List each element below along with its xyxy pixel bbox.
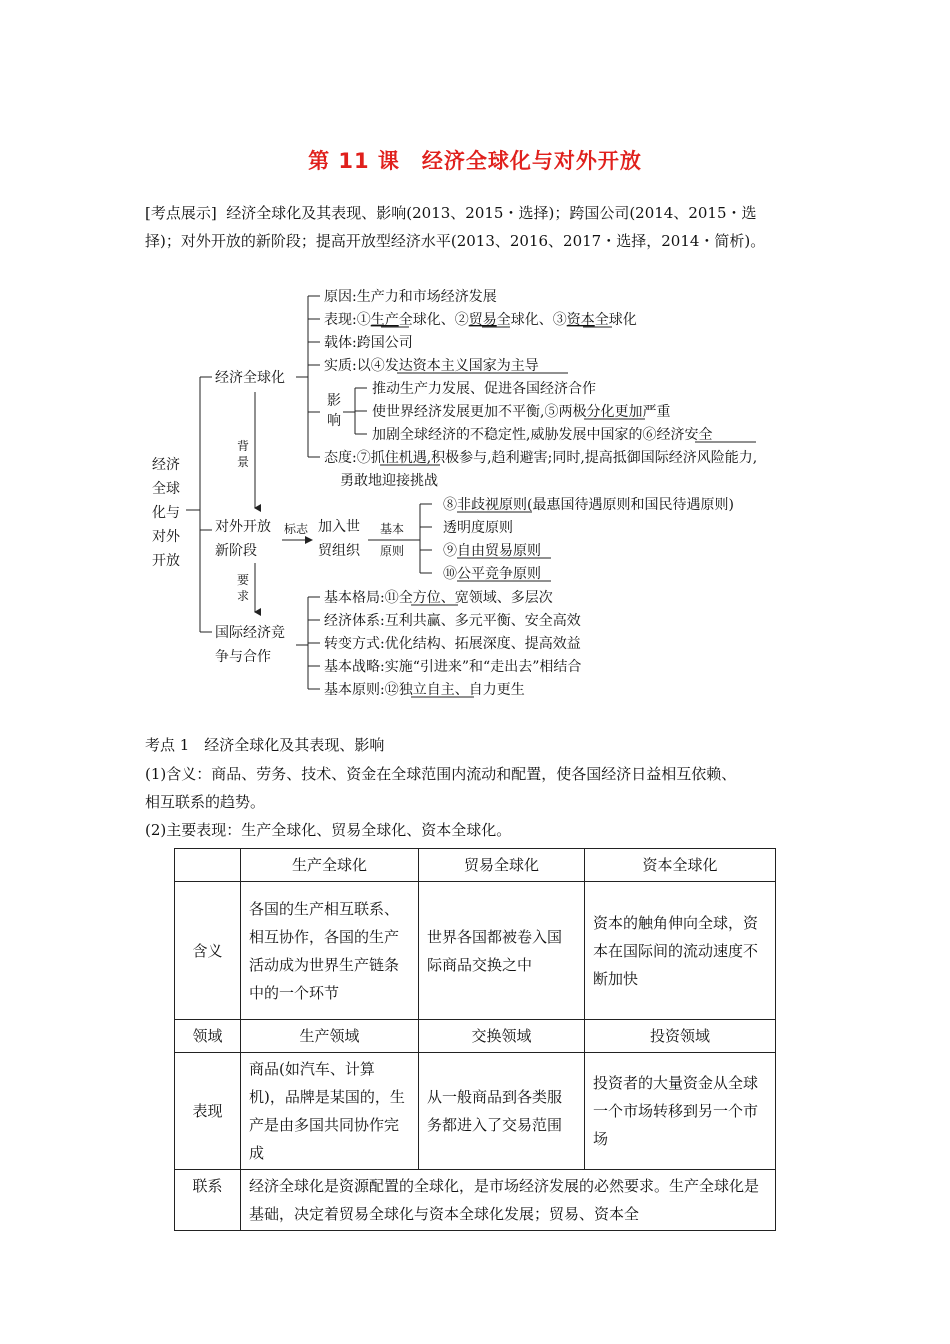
table-header-cell: 贸易全球化: [419, 849, 585, 882]
table-row: [175, 1170, 776, 1231]
link-text: 经济全球化是资源配置的全球化，是市场经济发展的必然要求。生产全球化是基础，决定着贸易全球化与资本全球化发展；贸易、资本全: [249, 1177, 760, 1223]
table-cell: 生产领域: [241, 1020, 419, 1053]
n1-cause: 原因:生产力和市场经济发展: [324, 289, 497, 305]
node-wto-line-2: 贸组织: [318, 543, 360, 559]
n3-rule: 基本原则:⑫独立自主、自力更生: [324, 682, 525, 698]
row-label-field: 领域: [175, 1020, 241, 1053]
table-header-cell: 资本全球化: [585, 849, 776, 882]
arrow-requirement-label-2: 求: [237, 589, 250, 603]
table-cell: 投资者的大量资金从全球一个市场转移到另一个市场: [585, 1053, 776, 1170]
arrow-mark-label: 标志: [284, 522, 309, 536]
section-p1: [145, 760, 815, 816]
principle-10: ⑩公平竞争原则: [443, 566, 541, 582]
section-p2: (2)主要表现：生产全球化、贸易全球化、资本全球化。: [145, 821, 512, 839]
table-cell: 交换领域: [419, 1020, 585, 1053]
table-cell: 世界各国都被卷入国际商品交换之中: [419, 882, 585, 1020]
comparison-table: [174, 848, 776, 1231]
n3-transform: 转变方式:优化结构、拓展深度、提高效益: [324, 636, 581, 652]
table-cell-link: [241, 1170, 776, 1231]
n1-attitude: 态度:⑦抓住机遇,积极参与,趋利避害;同时,提高抵御国际经济风险能力,: [324, 450, 758, 466]
n1-attitude-line-2: 勇敢地迎接挑战: [340, 473, 438, 489]
table-row: [175, 882, 776, 1020]
effect-label-1: 影: [327, 393, 341, 409]
n1-show: 表现:①生产全球化、②贸易全球化、③资本全球化: [324, 312, 637, 328]
principle-9: ⑨自由贸易原则: [443, 543, 541, 559]
row-label-meaning: 含义: [175, 882, 241, 1020]
n3-strategy: 基本战略:实施“引进来”和“走出去”相结合: [324, 659, 582, 675]
arrow-background-label-2: 景: [237, 455, 250, 469]
table-header-row: [175, 849, 776, 882]
table-cell: 各国的生产相互联系、相互协作，各国的生产活动成为世界生产链条中的一个环节: [241, 882, 419, 1020]
section-heading: 考点 1 经济全球化及其表现、影响: [145, 736, 385, 754]
row-label-link: 联系: [175, 1170, 241, 1231]
intro-tag: [考点展示]: [145, 204, 217, 222]
section-p1-line-1: (1)含义：商品、劳务、技术、资金在全球范围内流动和配置，使各国经济日益相互依赖、: [145, 765, 737, 783]
arrow-background-label-1: 背: [237, 439, 250, 453]
table-row: [175, 1020, 776, 1053]
effect-3: 加剧全球经济的不稳定性,威胁发展中国家的⑥经济安全: [372, 427, 713, 443]
root-line-2: 全球: [152, 481, 180, 497]
row-label-show: 表现: [175, 1053, 241, 1170]
effect-2: 使世界经济发展更加不平衡,⑤两极分化更加严重: [372, 404, 671, 420]
n1-carrier: 载体:跨国公司: [324, 335, 413, 351]
intro-line-2: 择)；对外开放的新阶段；提高开放型经济水平(2013、2016、2017・选择，2014・简析)。: [145, 232, 766, 250]
principle-transparency: 透明度原则: [443, 520, 513, 536]
table-cell: 从一般商品到各类服务都进入了交易范围: [419, 1053, 585, 1170]
node-competition-line-1: 国际经济竞: [215, 625, 285, 641]
principle-label-2: 原则: [380, 544, 405, 558]
principle-label-1: 基本: [380, 522, 405, 536]
root-line-5: 开放: [152, 553, 180, 569]
root-line-3: 化与: [152, 505, 180, 521]
table-cell: 投资领域: [585, 1020, 776, 1053]
node-economic-globalization: 经济全球化: [215, 370, 285, 386]
node-opening-line-1: 对外开放: [215, 519, 271, 535]
n3-system: 经济体系:互利共赢、多元平衡、安全高效: [324, 613, 581, 629]
effect-label-2: 响: [327, 413, 341, 429]
effect-1: 推动生产力发展、促进各国经济合作: [372, 381, 596, 397]
root-line-4: 对外: [152, 529, 180, 545]
n1-essence: 实质:以④发达资本主义国家为主导: [324, 358, 539, 374]
intro-line-1: 经济全球化及其表现、影响(2013、2015・选择)；跨国公司(2014、2015・选: [226, 204, 757, 222]
arrow-requirement-label-1: 要: [237, 573, 250, 587]
node-competition-line-2: 争与合作: [215, 649, 271, 665]
table-cell: 资本的触角伸向全球，资本在国际间的流动速度不断加快: [585, 882, 776, 1020]
node-opening-line-2: 新阶段: [215, 543, 257, 559]
root-line-1: 经济: [152, 457, 180, 473]
section-p1-line-2: 相互联系的趋势。: [145, 793, 266, 811]
page-title: 第 11 课 经济全球化与对外开放: [308, 149, 642, 173]
table-cell: 商品(如汽车、计算机)，品牌是某国的，生产是由多国共同协作完成: [241, 1053, 419, 1170]
table-header-cell: 生产全球化: [241, 849, 419, 882]
table-row: [175, 1053, 776, 1170]
table-header-cell: [175, 849, 241, 882]
node-wto-line-1: 加入世: [318, 519, 360, 535]
n3-pattern: 基本格局:⑪全方位、宽领域、多层次: [324, 590, 553, 606]
principle-8: ⑧非歧视原则(最惠国待遇原则和国民待遇原则): [443, 497, 734, 513]
